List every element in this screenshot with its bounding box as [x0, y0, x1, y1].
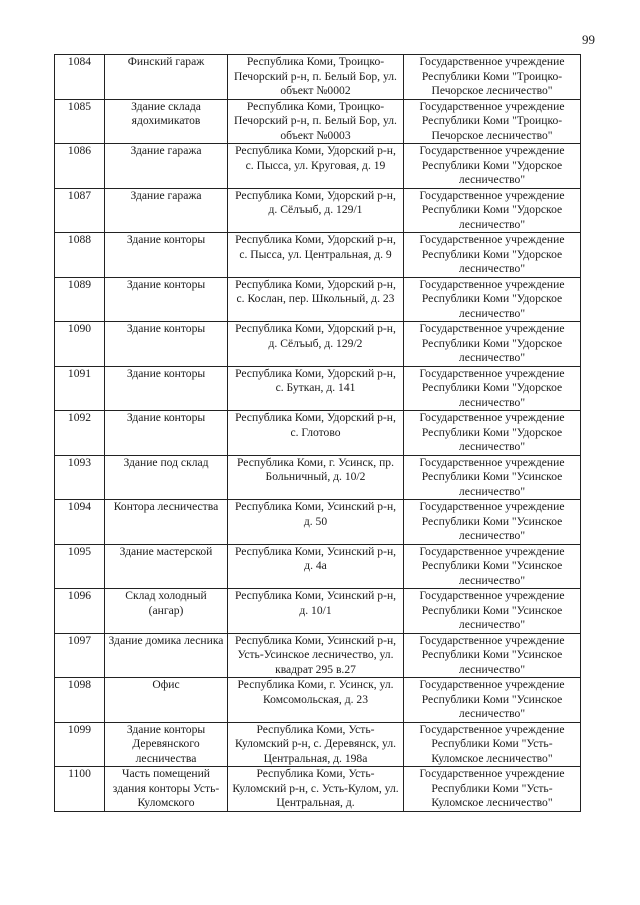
- table-row: [55, 455, 581, 500]
- row-number-cell: 1084: [55, 55, 105, 100]
- table-row: [55, 55, 581, 100]
- table-row: [55, 99, 581, 144]
- object-name-cell: Здание конторы: [105, 233, 228, 278]
- object-name-cell: Часть помещений здания конторы Усть-Куломского: [105, 767, 228, 812]
- holder-cell: Государственное учреждение Республики Коми "Усинское лесничество": [404, 500, 581, 545]
- address-cell: Республика Коми, г. Усинск, пр. Больничный, д. 10/2: [228, 455, 404, 500]
- holder-cell: Государственное учреждение Республики Коми "Удорское лесничество": [404, 188, 581, 233]
- holder-cell: Государственное учреждение Республики Коми "Удорское лесничество": [404, 233, 581, 278]
- row-number-cell: 1097: [55, 633, 105, 678]
- holder-cell: Государственное учреждение Республики Коми "Усинское лесничество": [404, 633, 581, 678]
- object-name-cell: Здание конторы: [105, 277, 228, 322]
- row-number-cell: 1088: [55, 233, 105, 278]
- table-row: [55, 767, 581, 812]
- object-name-cell: Здание конторы: [105, 411, 228, 456]
- address-cell: Республика Коми, Удорский р-н, с. Буткан, д. 141: [228, 366, 404, 411]
- row-number-cell: 1092: [55, 411, 105, 456]
- holder-cell: Государственное учреждение Республики Коми "Усинское лесничество": [404, 455, 581, 500]
- holder-cell: Государственное учреждение Республики Коми "Удорское лесничество": [404, 277, 581, 322]
- holder-cell: Государственное учреждение Республики Коми "Удорское лесничество": [404, 366, 581, 411]
- row-number-cell: 1085: [55, 99, 105, 144]
- address-cell: Республика Коми, Удорский р-н, д. Сёлъыб, д. 129/2: [228, 322, 404, 367]
- table-row: [55, 366, 581, 411]
- row-number-cell: 1090: [55, 322, 105, 367]
- holder-cell: Государственное учреждение Республики Коми "Усть-Куломское лесничество": [404, 767, 581, 812]
- page-number: 99: [582, 32, 595, 47]
- object-name-cell: Здание домика лесника: [105, 633, 228, 678]
- row-number-cell: 1095: [55, 544, 105, 589]
- object-name-cell: Здание конторы: [105, 322, 228, 367]
- row-number-cell: 1100: [55, 767, 105, 812]
- table-row: [55, 144, 581, 189]
- object-name-cell: Здание мастерской: [105, 544, 228, 589]
- object-name-cell: Здание конторы: [105, 366, 228, 411]
- holder-cell: Государственное учреждение Республики Коми "Удорское лесничество": [404, 144, 581, 189]
- row-number-cell: 1098: [55, 678, 105, 723]
- holder-cell: Государственное учреждение Республики Коми "Усинское лесничество": [404, 589, 581, 634]
- holder-cell: Государственное учреждение Республики Коми "Усинское лесничество": [404, 544, 581, 589]
- row-number-cell: 1086: [55, 144, 105, 189]
- object-name-cell: Здание под склад: [105, 455, 228, 500]
- address-cell: Республика Коми, Удорский р-н, д. Сёлъыб, д. 129/1: [228, 188, 404, 233]
- property-registry-table: [54, 54, 581, 812]
- table-row: [55, 500, 581, 545]
- holder-cell: Государственное учреждение Республики Коми "Троицко-Печорское лесничество": [404, 99, 581, 144]
- table-row: [55, 589, 581, 634]
- object-name-cell: Здание конторы Деревянского лесничества: [105, 722, 228, 767]
- object-name-cell: Офис: [105, 678, 228, 723]
- address-cell: Республика Коми, Удорский р-н, с. Пысса, ул. Круговая, д. 19: [228, 144, 404, 189]
- object-name-cell: Контора лесничества: [105, 500, 228, 545]
- row-number-cell: 1094: [55, 500, 105, 545]
- object-name-cell: Здание склада ядохимикатов: [105, 99, 228, 144]
- table-row: [55, 678, 581, 723]
- table-row: [55, 544, 581, 589]
- holder-cell: Государственное учреждение Республики Коми "Усть-Куломское лесничество": [404, 722, 581, 767]
- holder-cell: Государственное учреждение Республики Коми "Усинское лесничество": [404, 678, 581, 723]
- holder-cell: Государственное учреждение Республики Коми "Троицко-Печорское лесничество": [404, 55, 581, 100]
- address-cell: Республика Коми, Удорский р-н, с. Глотово: [228, 411, 404, 456]
- row-number-cell: 1096: [55, 589, 105, 634]
- row-number-cell: 1099: [55, 722, 105, 767]
- row-number-cell: 1093: [55, 455, 105, 500]
- table-row: [55, 188, 581, 233]
- address-cell: Республика Коми, Удорский р-н, с. Пысса, ул. Центральная, д. 9: [228, 233, 404, 278]
- holder-cell: Государственное учреждение Республики Коми "Удорское лесничество": [404, 322, 581, 367]
- object-name-cell: Здание гаража: [105, 188, 228, 233]
- address-cell: Республика Коми, Усинский р-н, Усть-Усинское лесничество, ул. квадрат 295 в.27: [228, 633, 404, 678]
- table-row: [55, 633, 581, 678]
- table-row: [55, 233, 581, 278]
- address-cell: Республика Коми, Усинский р-н, д. 10/1: [228, 589, 404, 634]
- table-row: [55, 322, 581, 367]
- address-cell: Республика Коми, Усинский р-н, д. 50: [228, 500, 404, 545]
- table-row: [55, 411, 581, 456]
- address-cell: Республика Коми, г. Усинск, ул. Комсомольская, д. 23: [228, 678, 404, 723]
- object-name-cell: Здание гаража: [105, 144, 228, 189]
- row-number-cell: 1091: [55, 366, 105, 411]
- address-cell: Республика Коми, Удорский р-н, с. Кослан, пер. Школьный, д. 23: [228, 277, 404, 322]
- address-cell: Республика Коми, Троицко-Печорский р-н, п. Белый Бор, ул. объект №0003: [228, 99, 404, 144]
- row-number-cell: 1087: [55, 188, 105, 233]
- address-cell: Республика Коми, Усть-Куломский р-н, с. Деревянск, ул. Центральная, д. 198а: [228, 722, 404, 767]
- address-cell: Республика Коми, Усть-Куломский р-н, с. Усть-Кулом, ул. Центральная, д.: [228, 767, 404, 812]
- address-cell: Республика Коми, Троицко-Печорский р-н, п. Белый Бор, ул. объект №0002: [228, 55, 404, 100]
- row-number-cell: 1089: [55, 277, 105, 322]
- object-name-cell: Склад холодный (ангар): [105, 589, 228, 634]
- address-cell: Республика Коми, Усинский р-н, д. 4а: [228, 544, 404, 589]
- table-row: [55, 722, 581, 767]
- table-row: [55, 277, 581, 322]
- holder-cell: Государственное учреждение Республики Коми "Удорское лесничество": [404, 411, 581, 456]
- object-name-cell: Финский гараж: [105, 55, 228, 100]
